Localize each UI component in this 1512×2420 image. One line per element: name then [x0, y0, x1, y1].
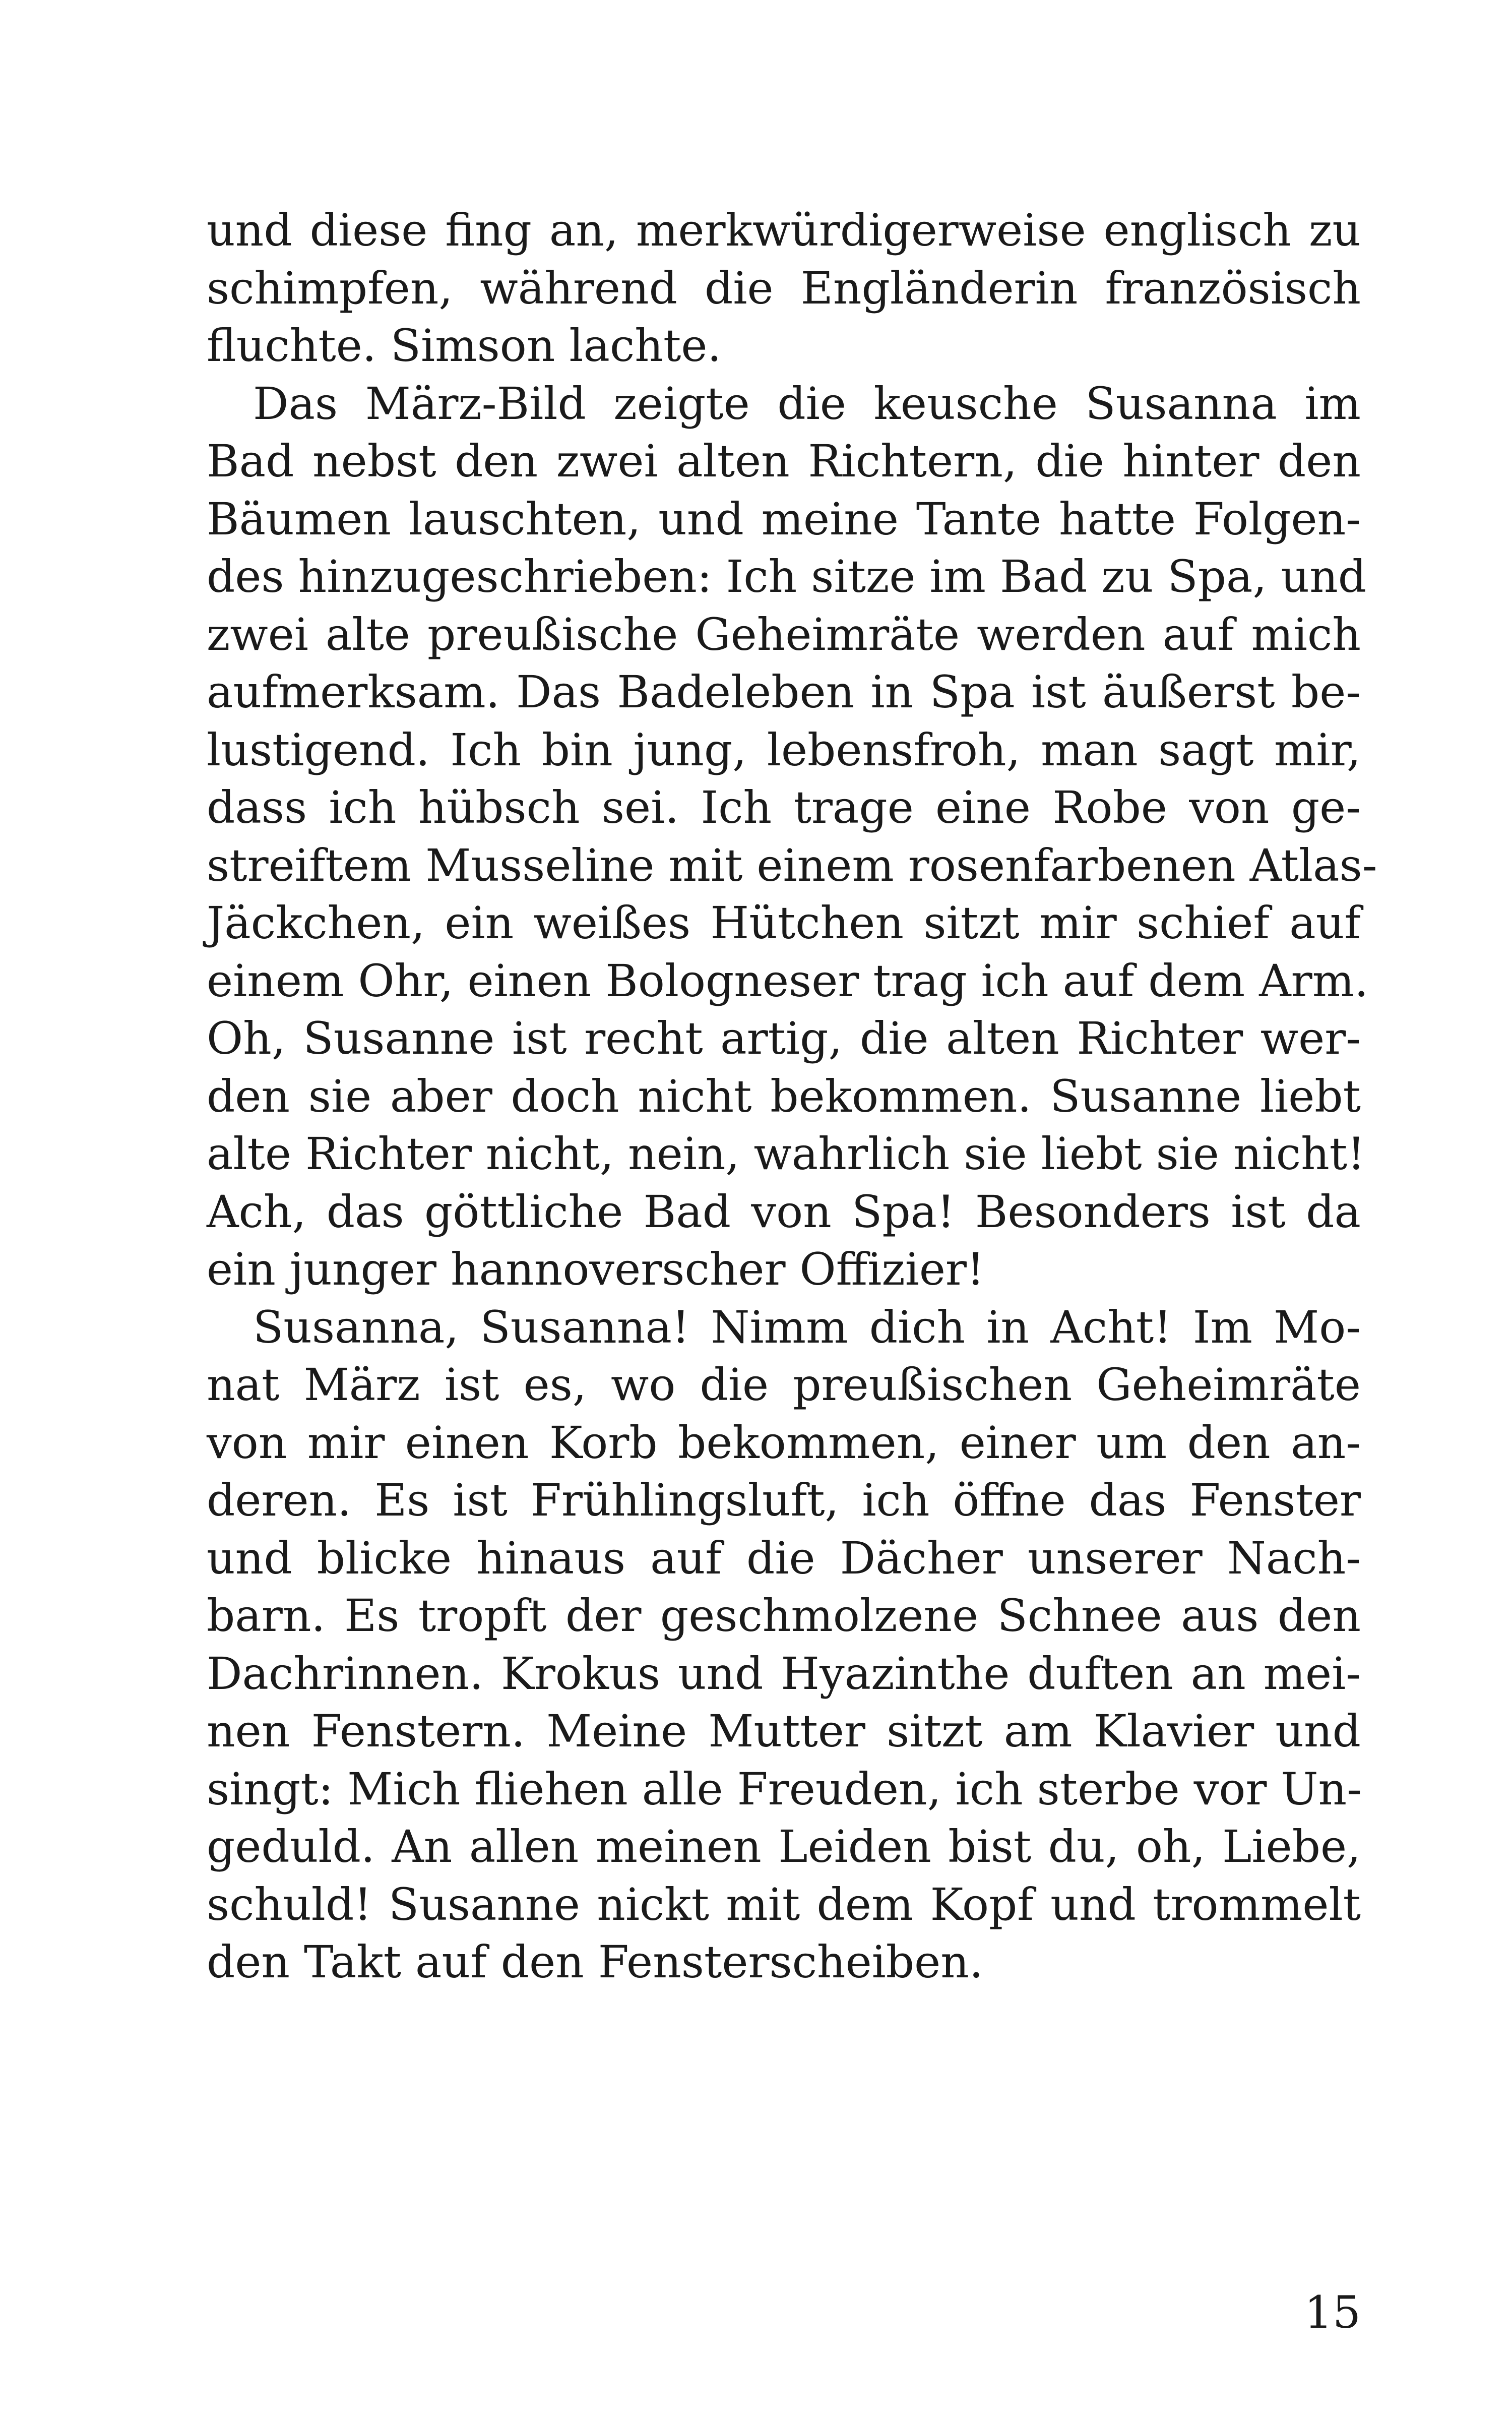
text-line: schimpfen, während die Engländerin französisch — [207, 262, 1361, 314]
text-line: des hinzugeschrieben: Ich sitze im Bad zu Spa, und — [207, 551, 1367, 602]
text-line: zwei alte preußische Geheimräte werden auf mich — [207, 608, 1361, 660]
text-line: Dachrinnen. Krokus und Hyazinthe duften an mei- — [207, 1647, 1361, 1700]
page-number: 15 — [1304, 2286, 1361, 2338]
text-line: Susanna, Susanna! Nimm dich in Acht! Im Mo- — [253, 1301, 1361, 1353]
text-line: nat März ist es, wo die preußischen Geheimräte — [207, 1359, 1361, 1411]
text-line: den Takt auf den Fensterscheiben. — [207, 1936, 983, 1988]
text-line: Oh, Susanne ist recht artig, die alten Richter wer- — [207, 1012, 1361, 1064]
text-line: nen Fenstern. Meine Mutter sitzt am Klavier und — [207, 1705, 1361, 1757]
text-line: barn. Es tropft der geschmolzene Schnee aus den — [207, 1590, 1361, 1642]
text-line: Bäumen lauschten, und meine Tante hatte Folgen- — [207, 493, 1361, 545]
text-line: alte Richter nicht, nein, wahrlich sie liebt sie nicht! — [207, 1128, 1365, 1180]
text-line: streiftem Musseline mit einem rosenfarbenen Atlas- — [207, 839, 1377, 891]
text-line: einem Ohr, einen Bologneser trag ich auf dem Arm. — [207, 954, 1369, 1007]
text-line: lustigend. Ich bin jung, lebensfroh, man sagt mir, — [207, 723, 1361, 776]
text-line: und blicke hinaus auf die Dächer unserer Nach- — [207, 1532, 1361, 1584]
text-line: dass ich hübsch sei. Ich trage eine Robe von ge- — [207, 781, 1361, 833]
text-line: ein junger hannoverscher Offizier! — [207, 1243, 985, 1295]
text-line: und diese fing an, merkwürdigerweise englisch zu — [207, 204, 1361, 256]
text-line: von mir einen Korb bekommen, einer um den an- — [207, 1416, 1361, 1469]
text-line: Bad nebst den zwei alten Richtern, die hinter den — [207, 435, 1361, 487]
text-line: geduld. An allen meinen Leiden bist du, oh, Liebe, — [207, 1821, 1361, 1872]
text-line: Ach, das göttliche Bad von Spa! Besonders ist da — [207, 1185, 1361, 1238]
text-line: schuld! Susanne nickt mit dem Kopf und trommelt — [207, 1878, 1361, 1930]
text-line: fluchte. Simson lachte. — [207, 320, 722, 372]
body-text — [207, 202, 1377, 1991]
text-line: aufmerksam. Das Badeleben in Spa ist äußerst be- — [207, 666, 1361, 718]
text-line: deren. Es ist Frühlingsluft, ich öffne das Fenster — [207, 1474, 1361, 1526]
text-line: Das März-Bild zeigte die keusche Susanna im — [253, 377, 1361, 430]
text-line: den sie aber doch nicht bekommen. Susanne liebt — [207, 1070, 1361, 1122]
text-line: Jäckchen, ein weißes Hütchen sitzt mir schief auf — [207, 897, 1361, 949]
text-line: singt: Mich fliehen alle Freuden, ich sterbe vor Un- — [207, 1763, 1362, 1815]
